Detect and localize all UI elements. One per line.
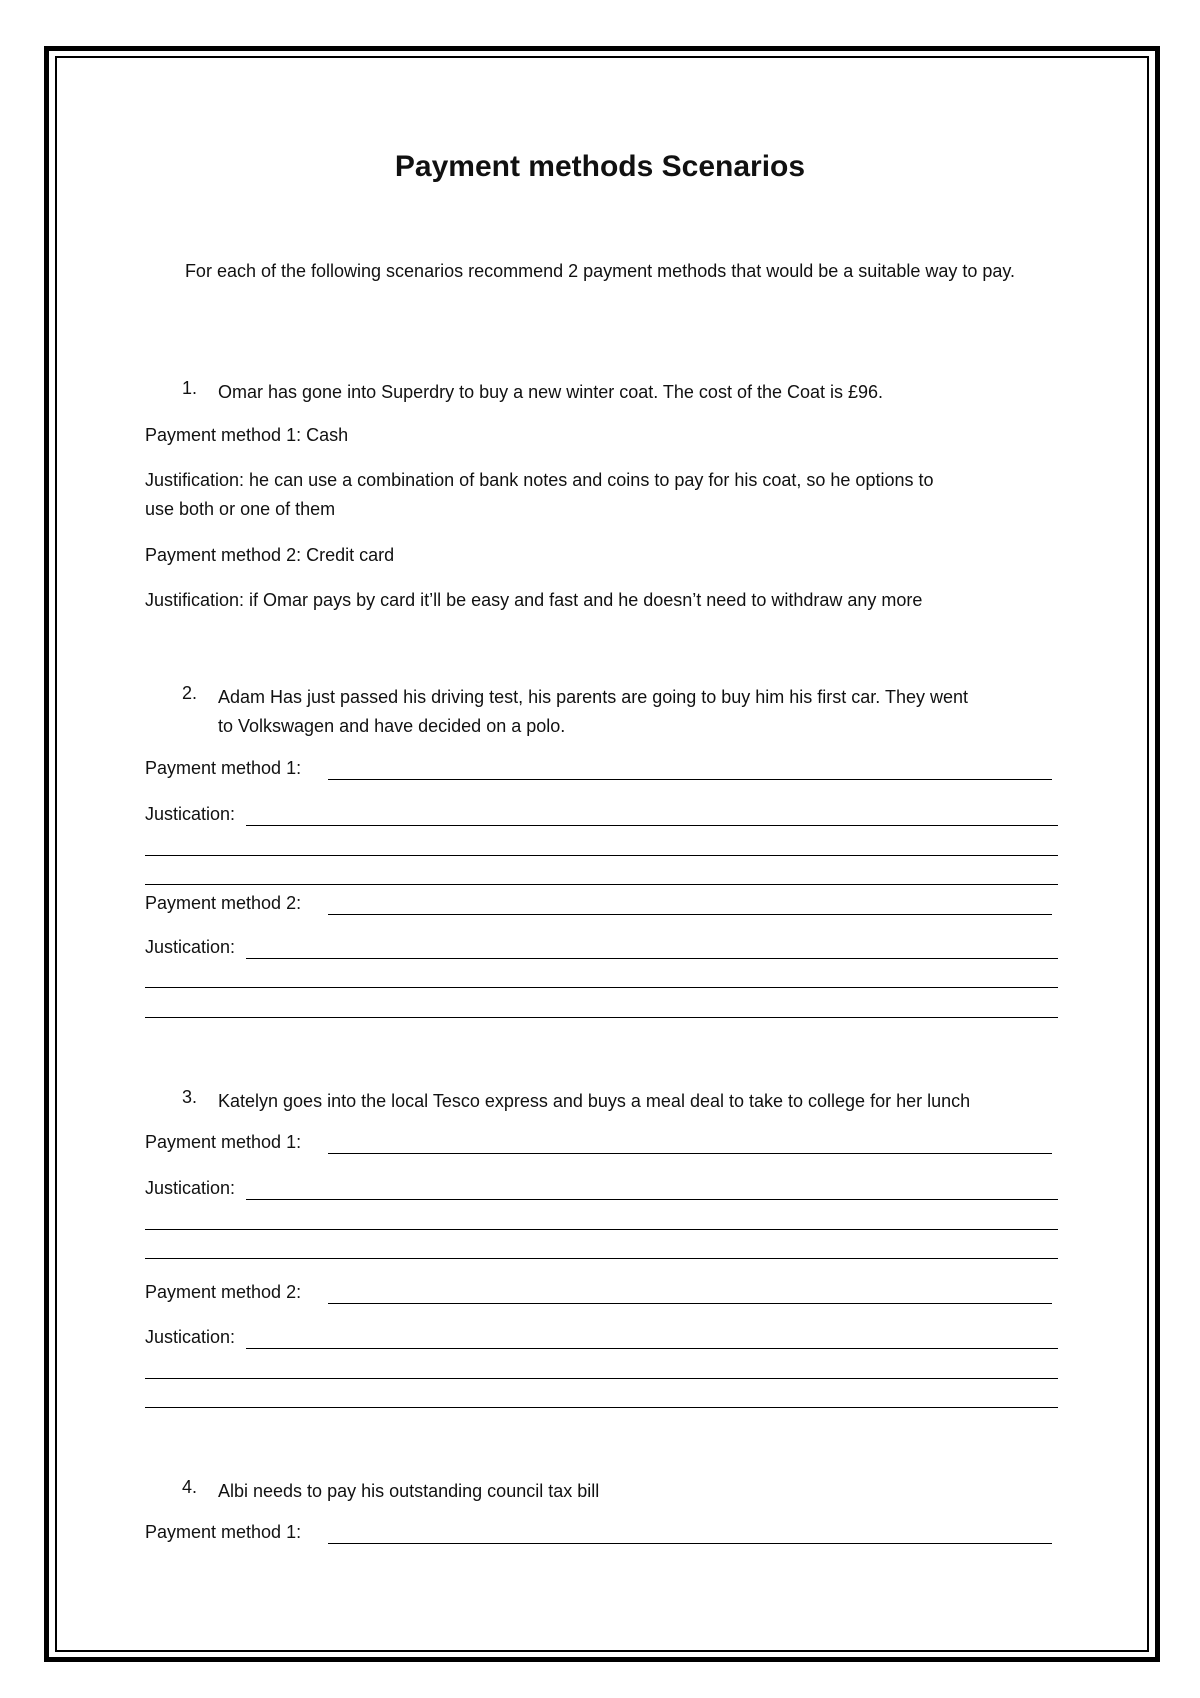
page-border-inner [55,56,1149,1652]
question-number: 1. [182,378,198,398]
payment-method-1-answer-line[interactable] [328,1153,1052,1154]
justification-2-answer-line[interactable] [145,1378,1058,1379]
justification-2-answer: Justification: if Omar pays by card it’ll be easy and fast and he doesn’t need to withdraw any more [145,590,923,610]
payment-method-1-answer-line[interactable] [328,779,1052,780]
justification-1-answer-line[interactable] [145,1229,1058,1230]
payment-method-2-answer-line[interactable] [328,1303,1052,1304]
justification-2-label: Justication: [145,937,236,957]
payment-method-2-answer-line[interactable] [328,914,1052,915]
question-text: Katelyn goes into the local Tesco express and buys a meal deal to take to college for her lunch [218,1091,971,1111]
justification-2-answer-line[interactable] [246,958,1058,959]
payment-method-1-answer: Payment method 1: Cash [145,425,349,445]
justification-2-answer-line[interactable] [145,1017,1058,1018]
justification-2-answer-line[interactable] [145,987,1058,988]
justification-1-answer-line[interactable] [145,855,1058,856]
payment-method-2-answer: Payment method 2: Credit card [145,545,395,565]
question-text: Albi needs to pay his outstanding council tax bill [218,1481,600,1501]
question-text: Omar has gone into Superdry to buy a new winter coat. The cost of the Coat is £96. [218,382,884,402]
justification-1-label: Justication: [145,804,236,824]
payment-method-1-label: Payment method 1: [145,1522,302,1542]
justification-1-label: Justication: [145,1178,236,1198]
question-text-cont: to Volkswagen and have decided on a polo. [218,716,566,736]
justification-1-answer-line[interactable] [145,884,1058,885]
payment-method-1-label: Payment method 1: [145,758,302,778]
question-number: 4. [182,1477,198,1497]
justification-1-answer-line[interactable] [246,825,1058,826]
justification-1-answer-line[interactable] [145,1258,1058,1259]
page-title: Payment methods Scenarios [394,150,806,183]
justification-1-answer-cont: use both or one of them [145,499,336,519]
payment-method-1-label: Payment method 1: [145,1132,302,1152]
justification-2-answer-line[interactable] [145,1407,1058,1408]
payment-method-2-label: Payment method 2: [145,1282,302,1302]
justification-1-answer-line[interactable] [246,1199,1058,1200]
question-number: 2. [182,683,198,703]
justification-1-answer: Justification: he can use a combination of bank notes and coins to pay for his coat, so he options to [145,470,934,490]
question-text: Adam Has just passed his driving test, his parents are going to buy him his first car. They went [218,687,969,707]
payment-method-1-answer-line[interactable] [328,1543,1052,1544]
justification-2-label: Justication: [145,1327,236,1347]
instructions: For each of the following scenarios recommend 2 payment methods that would be a suitable way to pay. [184,261,1016,281]
question-number: 3. [182,1087,198,1107]
justification-2-answer-line[interactable] [246,1348,1058,1349]
payment-method-2-label: Payment method 2: [145,893,302,913]
